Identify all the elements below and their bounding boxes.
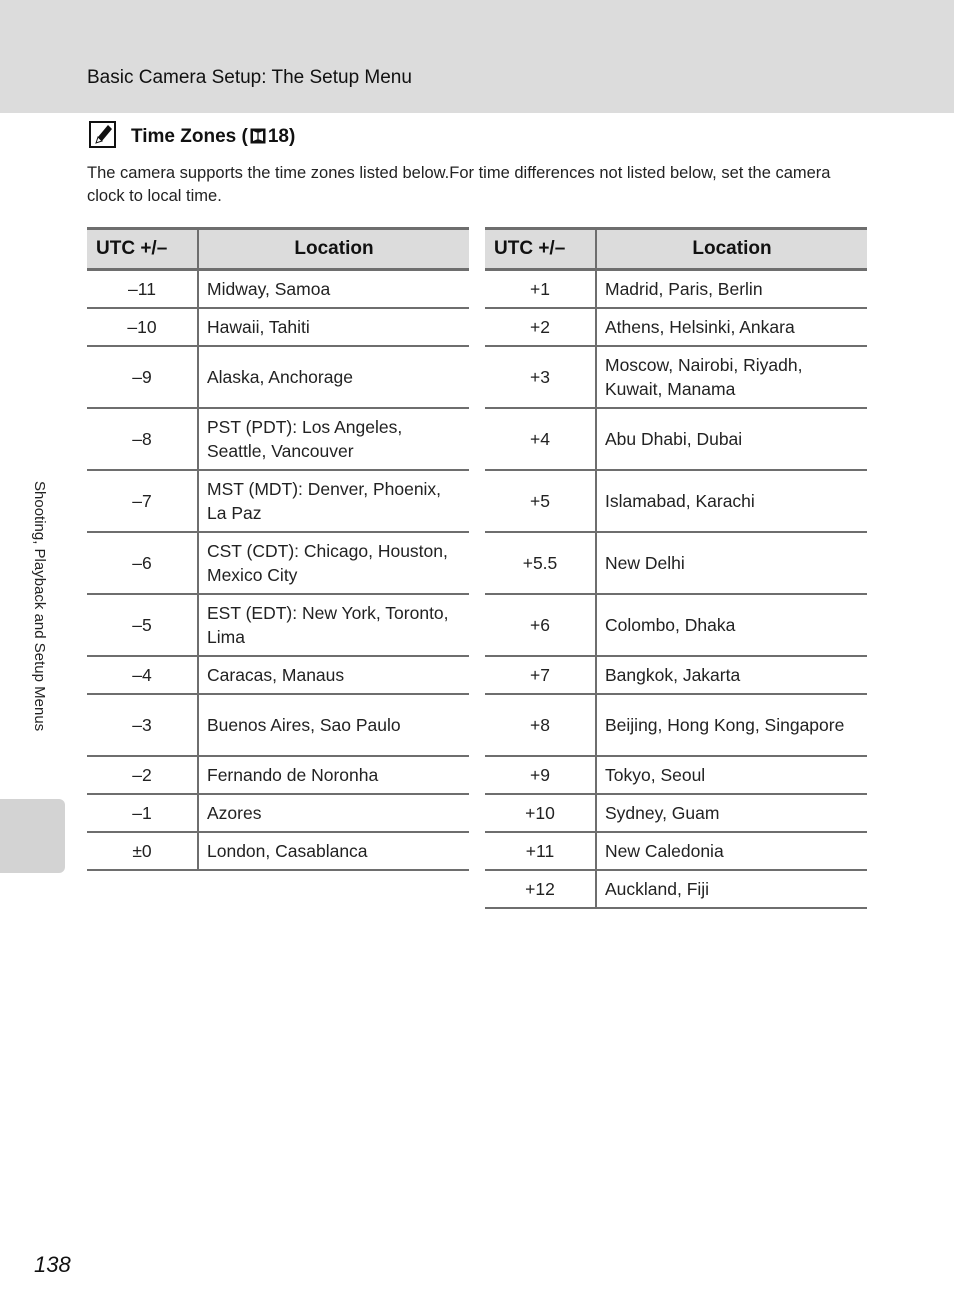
utc-offset-cell: –2 [87, 756, 198, 794]
page-reference-icon [250, 128, 266, 144]
utc-offset-cell: +6 [485, 594, 596, 656]
location-cell: Madrid, Paris, Berlin [596, 270, 867, 309]
table-header-row [87, 229, 469, 270]
location-cell: Caracas, Manaus [198, 656, 469, 694]
utc-offset-cell: –4 [87, 656, 198, 694]
table-row [87, 794, 469, 832]
location-cell: New Delhi [596, 532, 867, 594]
location-cell: Bangkok, Jakarta [596, 656, 867, 694]
utc-offset-cell: –10 [87, 308, 198, 346]
location-cell: Colombo, Dhaka [596, 594, 867, 656]
table-row [485, 594, 867, 656]
table-row [485, 470, 867, 532]
utc-offset-cell: +3 [485, 346, 596, 408]
utc-offset-cell: –5 [87, 594, 198, 656]
section-title [131, 126, 295, 148]
location-cell: Tokyo, Seoul [596, 756, 867, 794]
utc-offset-cell: –9 [87, 346, 198, 408]
table-row [87, 408, 469, 470]
intro-paragraph: The camera supports the time zones listed below.For time differences not listed below, set the camera clock to local time. [87, 164, 831, 205]
location-cell: Athens, Helsinki, Ankara [596, 308, 867, 346]
table-row [87, 656, 469, 694]
location-cell: London, Casablanca [198, 832, 469, 870]
table-row [485, 270, 867, 309]
utc-offset-cell: –3 [87, 694, 198, 756]
location-cell: Islamabad, Karachi [596, 470, 867, 532]
utc-offset-cell: +4 [485, 408, 596, 470]
table-row [87, 832, 469, 870]
table-row [87, 308, 469, 346]
location-cell: Auckland, Fiji [596, 870, 867, 908]
page-number: 138 [34, 1252, 71, 1277]
utc-offset-cell: +1 [485, 270, 596, 309]
location-cell: PST (PDT): Los Angeles, Seattle, Vancouver [198, 408, 469, 470]
chapter-tab [0, 799, 65, 873]
table-row [485, 656, 867, 694]
column-header-location: Location [596, 229, 867, 270]
table-header-row [485, 229, 867, 270]
utc-offset-cell: –1 [87, 794, 198, 832]
table-row [485, 694, 867, 756]
pencil-note-icon [89, 121, 116, 148]
location-cell: Hawaii, Tahiti [198, 308, 469, 346]
table-row [485, 308, 867, 346]
table-row [485, 408, 867, 470]
utc-offset-cell: –11 [87, 270, 198, 309]
location-cell: Fernando de Noronha [198, 756, 469, 794]
utc-offset-cell: +7 [485, 656, 596, 694]
column-header-utc: UTC +/– [87, 229, 198, 270]
utc-offset-cell: –6 [87, 532, 198, 594]
location-cell: Abu Dhabi, Dubai [596, 408, 867, 470]
location-cell: Sydney, Guam [596, 794, 867, 832]
location-cell: Alaska, Anchorage [198, 346, 469, 408]
table-row [87, 594, 469, 656]
location-cell: Moscow, Nairobi, Riyadh, Kuwait, Manama [596, 346, 867, 408]
time-zone-table-right [485, 227, 867, 909]
utc-offset-cell: ±0 [87, 832, 198, 870]
location-cell: EST (EDT): New York, Toronto, Lima [198, 594, 469, 656]
page-header-title: Basic Camera Setup: The Setup Menu [87, 67, 412, 88]
table-row [87, 694, 469, 756]
table-row [485, 756, 867, 794]
location-cell: Buenos Aires, Sao Paulo [198, 694, 469, 756]
utc-offset-cell: +12 [485, 870, 596, 908]
utc-offset-cell: +5 [485, 470, 596, 532]
utc-offset-cell: +9 [485, 756, 596, 794]
table-row [485, 532, 867, 594]
table-row [87, 756, 469, 794]
section-title-text: Time Zones ( [131, 126, 248, 147]
section-title-ref: 18) [267, 126, 296, 147]
utc-offset-cell: +2 [485, 308, 596, 346]
table-row [87, 532, 469, 594]
utc-offset-cell: –8 [87, 408, 198, 470]
time-zone-table-left [87, 227, 469, 871]
location-cell: MST (MDT): Denver, Phoenix, La Paz [198, 470, 469, 532]
location-cell: Midway, Samoa [198, 270, 469, 309]
table-row [87, 470, 469, 532]
utc-offset-cell: +8 [485, 694, 596, 756]
location-cell: CST (CDT): Chicago, Houston, Mexico City [198, 532, 469, 594]
table-row [87, 270, 469, 309]
column-header-utc: UTC +/– [485, 229, 596, 270]
column-header-location: Location [198, 229, 469, 270]
utc-offset-cell: +10 [485, 794, 596, 832]
header-band [0, 0, 954, 113]
table-row [485, 346, 867, 408]
table-row [485, 832, 867, 870]
table-row [87, 346, 469, 408]
side-chapter-label: Shooting, Playback and Setup Menus [31, 481, 48, 732]
location-cell: New Caledonia [596, 832, 867, 870]
location-cell: Azores [198, 794, 469, 832]
table-row [485, 870, 867, 908]
utc-offset-cell: +11 [485, 832, 596, 870]
utc-offset-cell: –7 [87, 470, 198, 532]
utc-offset-cell: +5.5 [485, 532, 596, 594]
table-row [485, 794, 867, 832]
location-cell: Beijing, Hong Kong, Singapore [596, 694, 867, 756]
